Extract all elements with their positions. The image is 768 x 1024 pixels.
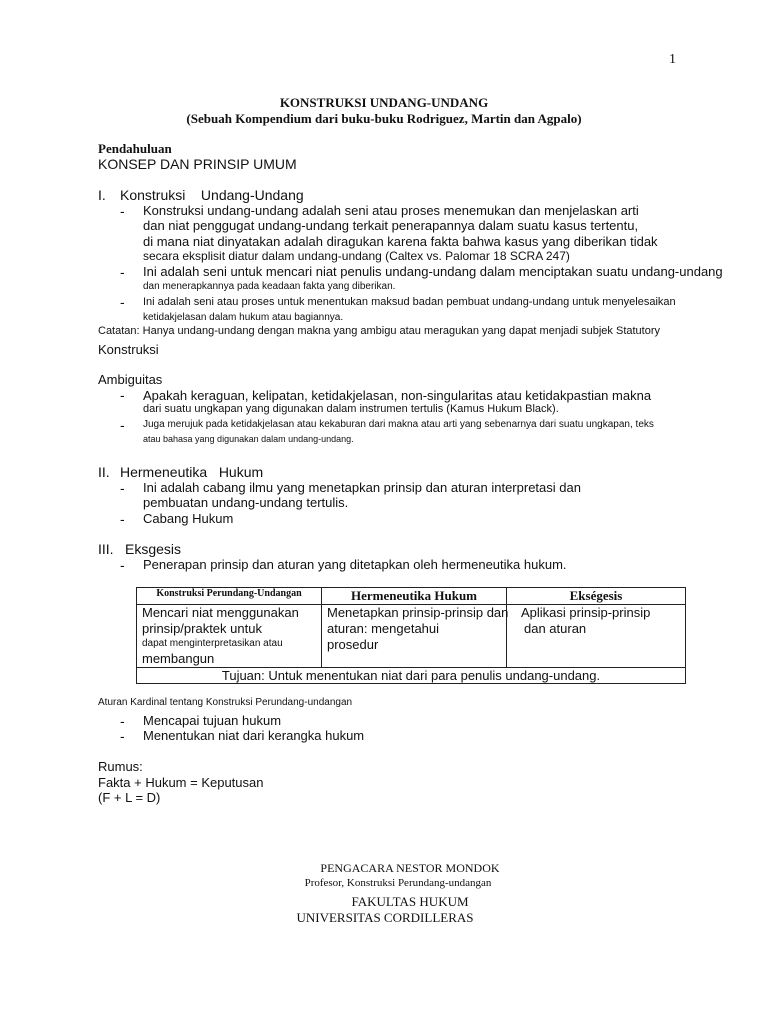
table-cell <box>137 605 322 668</box>
section1-bullet3-line2: ketidakjelasan dalam hukum atau bagiannya. <box>143 312 344 323</box>
signature-role: Profesor, Konstruksi Perundang-undangan <box>304 877 492 889</box>
table-footer-row <box>137 668 686 684</box>
document-subtitle: (Sebuah Kompendium dari buku-buku Rodriguez, Martin dan Agpalo) <box>186 111 582 126</box>
ambiguity-heading: Ambiguitas <box>98 372 163 387</box>
section1-bullet2-line1: Ini adalah seni untuk mencari niat penulis undang-undang dalam menciptakan suatu undang-undang <box>143 264 723 279</box>
bullet-dash: - <box>120 728 125 744</box>
table-cell-line: Aplikasi prinsip-prinsip <box>521 605 651 620</box>
section1-bullet1-line2: dan niat penggugat undang-undang terkait penerapannya dalam suatu kasus tertentu, <box>143 218 639 233</box>
section1-note: Catatan: Hanya undang-undang dengan makna yang ambigu atau meragukan yang dapat menjadi subjek Statutory <box>98 325 660 337</box>
ambiguity-bullet1-line1: Apakah keraguan, kelipatan, ketidakjelasan, non-singularitas atau ketidakpastian makna <box>143 388 652 403</box>
cardinal-heading: Aturan Kardinal tentang Konstruksi Perundang-undangan <box>98 697 353 708</box>
document-title: KONSTRUKSI UNDANG-UNDANG <box>279 95 489 110</box>
section2-title: Hermeneutika Hukum <box>120 464 264 480</box>
intro-subheading: KONSEP DAN PRINSIP UMUM <box>98 156 297 172</box>
formula-label: Rumus: <box>98 759 143 774</box>
section3-title: Eksgesis <box>125 541 182 557</box>
bullet-dash: - <box>120 417 125 433</box>
intro-heading: Pendahuluan <box>98 141 172 156</box>
section1-numeral: I. <box>98 187 106 203</box>
ambiguity-bullet1-line2: dari suatu ungkapan yang digunakan dalam instrumen tertulis (Kamus Hukum Black). <box>143 403 559 415</box>
table-cell-line: aturan: mengetahui <box>327 621 440 636</box>
bullet-dash: - <box>120 203 125 219</box>
section2-bullet1-line1: Ini adalah cabang ilmu yang menetapkan prinsip dan aturan interpretasi dan <box>143 480 581 495</box>
cardinal-bullet2: Menentukan niat dari kerangka hukum <box>143 728 365 743</box>
table-row <box>137 605 686 668</box>
signature-university: UNIVERSITAS CORDILLERAS <box>296 910 474 925</box>
section1-bullet1-line4: secara eksplisit diatur dalam undang-undang (Caltex vs. Palomar 18 SCRA 247) <box>143 249 570 263</box>
table-footer-cell: Tujuan: Untuk menentukan niat dari para penulis undang-undang. <box>137 668 686 684</box>
table-cell-line: Menetapkan prinsip-prinsip dan <box>327 605 509 620</box>
section1-bullet1-line1: Konstruksi undang-undang adalah seni atau proses menemukan dan menjelaskan arti <box>143 203 639 218</box>
section3-numeral: III. <box>98 541 114 557</box>
section1-bullet2-line2: dan menerapkannya pada keadaan fakta yang diberikan. <box>143 281 396 292</box>
cardinal-bullet1: Mencapai tujuan hukum <box>143 713 282 728</box>
section1-note-cont: Konstruksi <box>98 342 159 357</box>
section1-bullet1-line3: di mana niat dinyatakan adalah diragukan karena fakta bahwa kasus yang diberikan tidak <box>143 234 658 249</box>
bullet-dash: - <box>120 264 125 280</box>
signature-faculty: FAKULTAS HUKUM <box>351 894 469 909</box>
formula-line2: (F + L = D) <box>98 790 161 805</box>
section1-bullet3-line1: Ini adalah seni atau proses untuk menentukan maksud badan pembuat undang-undang untuk menyelesaikan <box>143 296 676 308</box>
table-cell-line: prinsip/praktek untuk <box>142 621 262 636</box>
formula-line1: Fakta + Hukum = Keputusan <box>98 775 264 790</box>
bullet-dash: - <box>120 294 125 310</box>
table-cell <box>507 605 686 668</box>
comparison-table <box>136 587 686 684</box>
table-header-row <box>137 588 686 605</box>
ambiguity-bullet2-line1: Juga merujuk pada ketidakjelasan atau kekaburan dari makna atau arti yang sebenarnya dari suatu ungkapan, teks <box>143 419 654 430</box>
bullet-dash: - <box>120 713 125 729</box>
table-header-cell: Konstruksi Perundang-Undangan <box>137 588 322 605</box>
table-cell-line: prosedur <box>327 637 379 652</box>
ambiguity-bullet2-line2: atau bahasa yang digunakan dalam undang-undang. <box>143 434 354 444</box>
table-cell-line: dapat menginterpretasikan atau <box>142 638 283 649</box>
table-cell-line: dan aturan <box>524 621 587 636</box>
bullet-dash: - <box>120 480 125 496</box>
signature-name: PENGACARA NESTOR MONDOK <box>320 861 500 875</box>
table-header-cell: Ekségesis <box>507 588 686 605</box>
table-header-cell: Hermeneutika Hukum <box>322 588 507 605</box>
bullet-dash: - <box>120 511 125 527</box>
table-cell <box>322 605 507 668</box>
section2-bullet2: Cabang Hukum <box>143 511 234 526</box>
table-cell-line: membangun <box>142 651 215 666</box>
bullet-dash: - <box>120 557 125 573</box>
table-cell-line: Mencari niat menggunakan <box>142 605 299 620</box>
section1-title: Konstruksi Undang-Undang <box>120 187 304 203</box>
section3-bullet1: Penerapan prinsip dan aturan yang ditetapkan oleh hermeneutika hukum. <box>143 557 567 572</box>
section2-bullet1-line2: pembuatan undang-undang tertulis. <box>143 495 349 510</box>
section2-numeral: II. <box>98 464 110 480</box>
page-number: 1 <box>669 52 676 67</box>
bullet-dash: - <box>120 387 125 403</box>
